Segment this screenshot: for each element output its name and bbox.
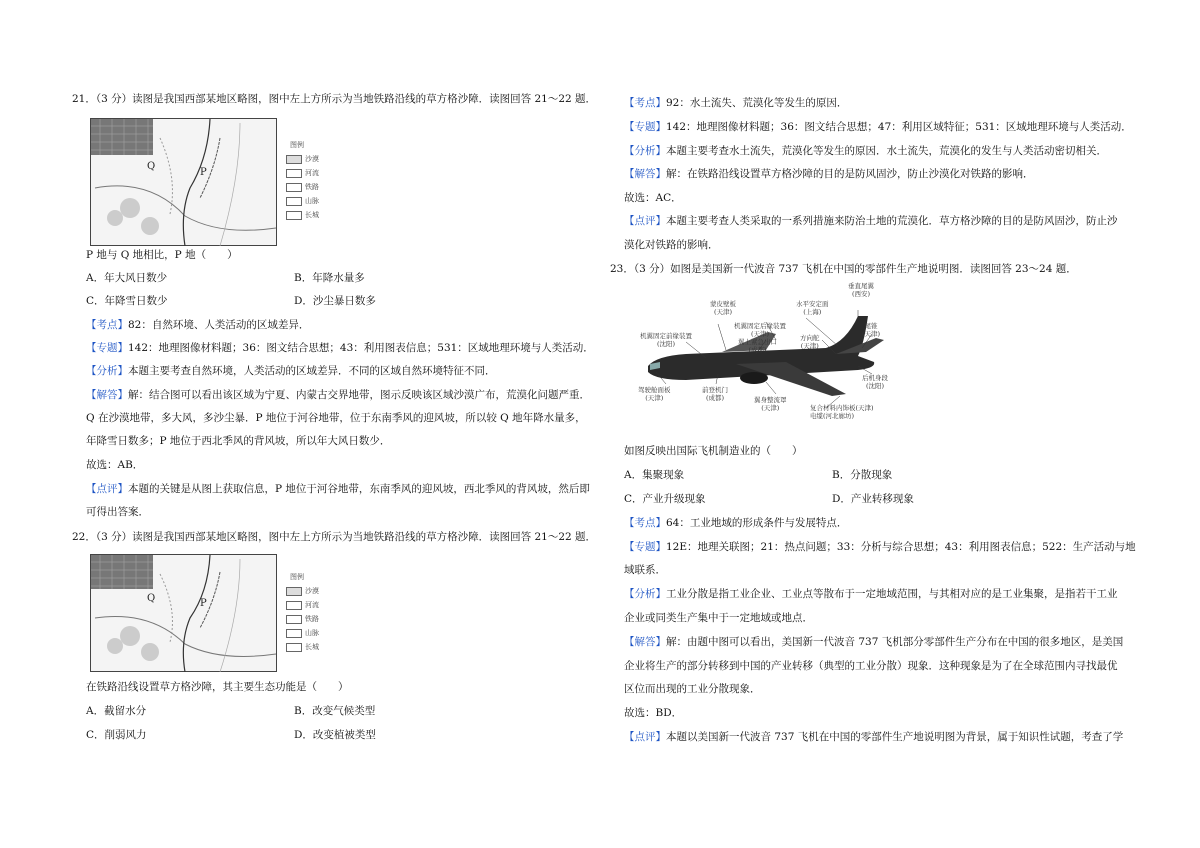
label-wing-leading-edge: 机翼固定前缘装置 (沈阳) xyxy=(640,332,692,348)
label-skin-panel: 蒙皮壁板 (天津) xyxy=(710,300,736,316)
label-forward-door: 前登机门 (成都) xyxy=(702,386,728,402)
q23-stem: 23．（3 分）如图是美国新一代波音 737 飞机在中国的零部件生产地说明图．读图回答 23～24 题． xyxy=(610,263,1077,275)
label-overwing-exit: 翼上紧急出口 (成都) xyxy=(738,338,777,354)
q22-answer: 故选：AC． xyxy=(624,192,682,204)
q23-dianping: 【点评】本题以美国新一代波音 737 飞机在中国的零部件生产地说明图为背景，属于知识性试题，考查了学 xyxy=(624,731,1124,743)
q21-zhuanti: 【专题】142：地理图像材料题；36：图文结合思想；43：利用图表信息；531：区域地理环境与人类活动． xyxy=(86,342,594,354)
q21-jieda: 【解答】解：结合图可以看出该区域为宁夏、内蒙古交界地带，图示反映该区域沙漠广布，荒漠化问题严重． xyxy=(86,389,590,401)
q22-option-c: C．削弱风力 xyxy=(86,729,147,741)
label-composite-panel-cable: 复合材料内饰板(天津) 电缆(河北廊坊) xyxy=(810,404,874,420)
legend-item: 河流 xyxy=(286,600,319,610)
q22-kaodian: 【考点】92：水土流失、荒漠化等发生的原因． xyxy=(624,97,848,109)
legend-item: 沙漠 xyxy=(286,154,319,164)
q21-map-figure xyxy=(90,118,330,246)
q21-jieda-line2: Q 在沙漠地带，多大风，多沙尘暴．P 地位于河谷地带，位于东南季风的迎风坡，所以较 Q 地年降水量多， xyxy=(86,412,586,424)
q23-zhuanti: 【专题】12E：地理关联图；21：热点问题；33：分析与综合思想；43：利用图表信息；522：生产活动与地 xyxy=(624,541,1136,553)
label-vertical-tail: 垂直尾翼 (西安) xyxy=(848,282,874,298)
map-label-p: P xyxy=(200,167,207,178)
legend-item: 山脉 xyxy=(286,628,319,638)
q21-question: P 地与 Q 地相比，P 地（ ） xyxy=(86,249,238,261)
q21-dianping-line2: 可得出答案． xyxy=(86,506,149,518)
legend-item: 山脉 xyxy=(286,196,319,206)
label-wing-body-fairing: 翼身整流罩 (天津) xyxy=(754,396,787,412)
q23-jieda-line3: 区位而出现的工业分散现象． xyxy=(624,683,761,695)
q21-kaodian: 【考点】82：自然环境、人类活动的区域差异． xyxy=(86,319,310,331)
boeing-737-figure xyxy=(626,282,906,424)
map-label-p: P xyxy=(200,598,207,609)
q22-zhuanti: 【专题】142：地理图像材料题；36：图文结合思想；47：利用区域特征；531：区域地理环境与人类活动． xyxy=(624,121,1132,133)
q22-option-a: A．截留水分 xyxy=(86,705,147,717)
q21-option-c: C．年降雪日数少 xyxy=(86,295,168,307)
q22-question: 在铁路沿线设置草方格沙障，其主要生态功能是（ ） xyxy=(86,681,349,693)
label-horizontal-stabilizer: 水平安定面 (上海) xyxy=(796,300,829,316)
q21-option-d: D．沙尘暴日数多 xyxy=(294,295,376,307)
label-rudder: 方向舵 (天津) xyxy=(800,334,820,350)
q22-jieda: 【解答】解：在铁路沿线设置草方格沙障的目的是防风固沙，防止沙漠化对铁路的影响． xyxy=(624,168,1034,180)
label-aft-fuselage: 后机身段 (沈阳) xyxy=(862,374,888,390)
q22-stem: 22．（3 分）读图是我国西部某地区略图，图中左上方所示为当地铁路沿线的草方格沙障．读图回答 21～22 题． xyxy=(72,531,597,543)
legend-item: 沙漠 xyxy=(286,586,319,596)
legend-item: 铁路 xyxy=(286,614,319,624)
label-tail-cone: 尾锥 (天津) xyxy=(862,322,881,338)
q21-stem: 21．（3 分）读图是我国西部某地区略图，图中左上方所示为当地铁路沿线的草方格沙障．读图回答 21～22 题． xyxy=(72,93,597,105)
legend-item: 河流 xyxy=(286,168,319,178)
q23-zhuanti-line2: 域联系． xyxy=(624,564,666,576)
q23-fenxi: 【分析】工业分散是指工业企业、工业点等散布于一定地域范围，与其相对应的是工业集聚，是指若干工业 xyxy=(624,588,1118,600)
q23-option-a: A．集聚现象 xyxy=(624,469,685,481)
map-label-q: Q xyxy=(147,593,156,604)
label-wing-trailing-edge: 机翼固定后缘装置 (天津) xyxy=(734,322,786,338)
q21-dianping: 【点评】本题的关键是从图上获取信息，P 地位于河谷地带，东南季风的迎风坡，西北季风的背风坡，然后即 xyxy=(86,483,590,495)
q23-jieda-line2: 企业将生产的部分转移到中国的产业转移（典型的工业分散）现象．这种现象是为了在全球范围内寻找最优 xyxy=(624,660,1118,672)
q22-dianping: 【点评】本题主要考查人类采取的一系列措施来防治土地的荒漠化．草方格沙障的目的是防风固沙，防止沙 xyxy=(624,215,1118,227)
legend-title: 图例 xyxy=(290,141,304,149)
q21-option-b: B．年降水量多 xyxy=(294,272,365,284)
q23-fenxi-line2: 企业或同类生产集中于一定地域或地点． xyxy=(624,612,813,624)
q23-option-d: D．产业转移现象 xyxy=(832,493,914,505)
legend-item: 长城 xyxy=(286,210,319,220)
q23-option-b: B．分散现象 xyxy=(832,469,893,481)
q21-fenxi: 【分析】本题主要考查自然环境，人类活动的区域差异．不同的区域自然环境特征不同． xyxy=(86,365,496,377)
map-label-q: Q xyxy=(147,161,156,172)
legend-item: 铁路 xyxy=(286,182,319,192)
q22-option-d: D．改变植被类型 xyxy=(294,729,376,741)
q22-fenxi: 【分析】本题主要考查水土流失，荒漠化等发生的原因．水土流失，荒漠化的发生与人类活动密切相关． xyxy=(624,145,1107,157)
q22-dianping-line2: 漠化对铁路的影响． xyxy=(624,239,719,251)
legend-title: 图例 xyxy=(290,573,304,581)
q23-option-c: C．产业升级现象 xyxy=(624,493,706,505)
q23-kaodian: 【考点】64：工业地域的形成条件与发展特点． xyxy=(624,517,848,529)
label-cockpit-panel: 驾驶舱面板 (天津) xyxy=(638,386,671,402)
q22-option-b: B．改变气候类型 xyxy=(294,705,376,717)
q23-jieda: 【解答】解：由题中图可以看出，美国新一代波音 737 飞机部分零部件生产分布在中国的很多地区，是美国 xyxy=(624,636,1124,648)
q23-answer: 故选：BD． xyxy=(624,707,683,719)
q23-question: 如图反映出国际飞机制造业的（ ） xyxy=(624,445,803,457)
q21-answer: 故选：AB． xyxy=(86,459,144,471)
legend-item: 长城 xyxy=(286,642,319,652)
q22-map-figure xyxy=(90,554,330,672)
q21-jieda-line3: 年降雪日数多；P 地位于西北季风的背风坡，所以年大风日数少． xyxy=(86,435,391,447)
q21-option-a: A．年大风日数少 xyxy=(86,272,168,284)
